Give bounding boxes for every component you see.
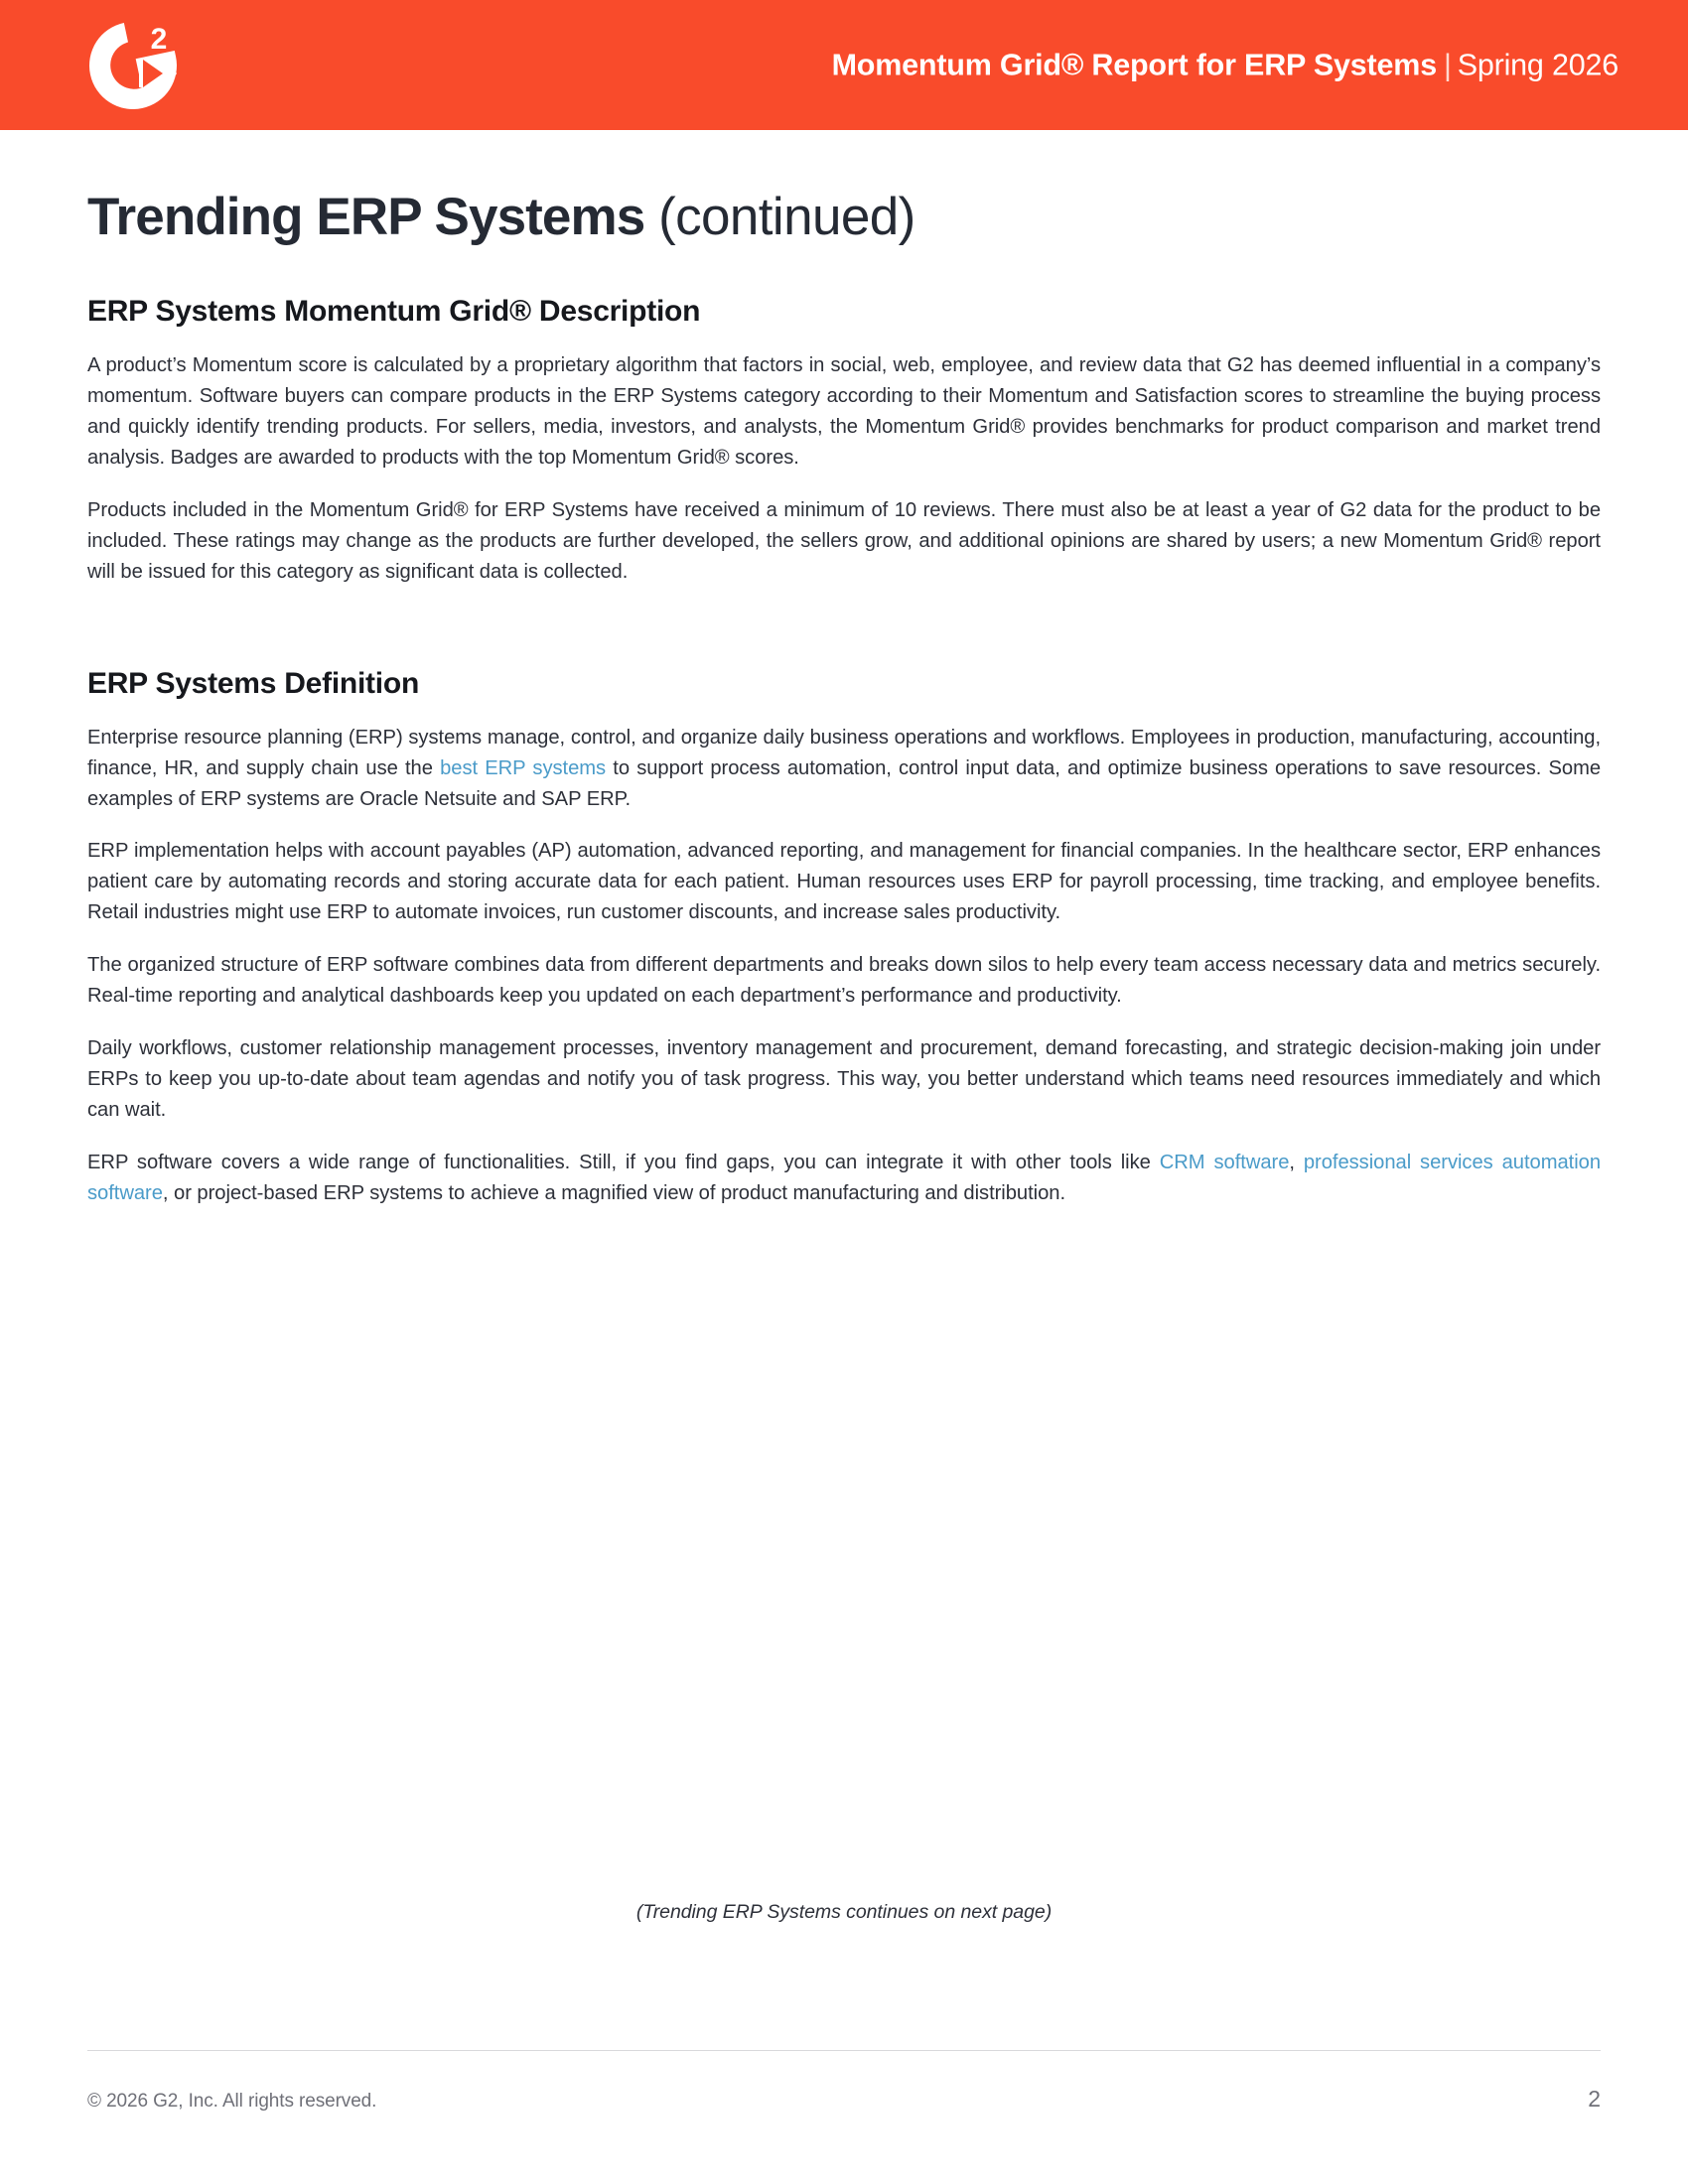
header-title-report: Momentum Grid® Report for ERP Systems — [831, 48, 1437, 81]
link-professional-services-automation-software[interactable]: professional services automation software — [87, 1151, 1601, 1204]
paragraph-daily-workflows: Daily workflows, customer relationship management processes, inventory management and procurement, demand forecasting, and strategic decision-making join under ERPs to keep you up-to-date about team agendas and notify you of task progress. This way, you better understand which teams need resources immediately and which can wait. — [87, 1037, 1601, 1121]
paragraph-erp-implementation: ERP implementation helps with account payables (AP) automation, advanced reporting, and management for financial companies. In the healthcare sector, ERP enhances patient care by automating records and storing accurate data for each patient. Human resources uses ERP for payroll processing, time tracking, and employee benefits. Retail industries might use ERP to automate invoices, run customer discounts, and increase sales productivity. — [87, 840, 1601, 924]
footer-page-number: 2 — [1588, 2086, 1601, 2112]
paragraph-erp-integrations — [87, 1126, 1601, 1209]
svg-text:2: 2 — [150, 23, 168, 56]
link-best-erp-systems[interactable]: best ERP systems — [440, 756, 607, 779]
g2-logo-icon — [81, 16, 185, 115]
paragraph-momentum-score: A product’s Momentum score is calculated by a proprietary algorithm that factors in social, web, employee, and review data that G2 has deemed influential in a company’s momentum. Software buyers can compare products in the ERP Systems category according to their Momentum and Satisfaction scores to streamline the buying process and quickly identify trending products. For sellers, media, investors, and analysts, the Momentum Grid® provides benchmarks for product comparison and market trend analysis. Badges are awarded to products with the top Momentum Grid® scores. — [87, 354, 1601, 470]
report-header — [0, 0, 1688, 130]
page-content — [87, 130, 1602, 1923]
definition-text-part-2: to support process automation, control input data, and optimize business operations to save resources. Some examples of ERP systems are Oracle Netsuite and SAP ERP. — [87, 756, 1602, 810]
continues-on-next-page-note: (Trending ERP Systems continues on next page) — [635, 1901, 1053, 1923]
page-title-continued: (continued) — [658, 188, 915, 246]
section-heading-erp-systems-definition: ERP Systems Definition — [87, 666, 420, 700]
section-heading-momentum-grid-description: ERP Systems Momentum Grid® Description — [87, 295, 701, 329]
paragraph-inclusion-criteria: Products included in the Momentum Grid® for ERP Systems have received a minimum of 10 reviews. There must also be at least a year of G2 data for the product to be included. These ratings may change as the products are further developed, the sellers grow, and additional opinions are shared by users; a new Momentum Grid® report will be issued for this category as significant data is collected. — [87, 499, 1601, 583]
page-footer — [87, 2050, 1601, 2113]
integrations-text-part-1: ERP software covers a wide range of functionalities. Still, if you find gaps, you can integrate it with other tools like — [87, 1151, 1160, 1173]
page-title — [87, 130, 1601, 247]
definition-text-part-1: Enterprise resource planning (ERP) systems manage, control, and organize daily business operations and workflows. Employees in production, manufacturing, accounting, finance, HR, and supply chain use the — [87, 726, 1601, 779]
paragraph-erp-definition — [87, 701, 1601, 815]
footer-copyright: © 2026 G2, Inc. All rights reserved. — [87, 2091, 377, 2112]
header-title — [832, 48, 1618, 82]
link-crm-software[interactable]: CRM software — [1159, 1151, 1290, 1173]
header-title-edition: Spring 2026 — [1457, 48, 1618, 81]
integrations-text-part-3: , or project-based ERP systems to achieve a magnified view of product manufacturing and distribution. — [162, 1181, 1066, 1204]
header-title-separator: | — [1443, 48, 1452, 81]
integrations-text-part-2: , — [1289, 1151, 1304, 1173]
paragraph-erp-structure: The organized structure of ERP software combines data from different departments and breaks down silos to help every team access necessary data and metrics securely. Real-time reporting and analytical dashboards keep you updated on each department’s performance and productivity. — [87, 954, 1601, 1008]
page-title-main: Trending ERP Systems — [87, 188, 645, 246]
footer-row — [87, 2051, 1601, 2113]
